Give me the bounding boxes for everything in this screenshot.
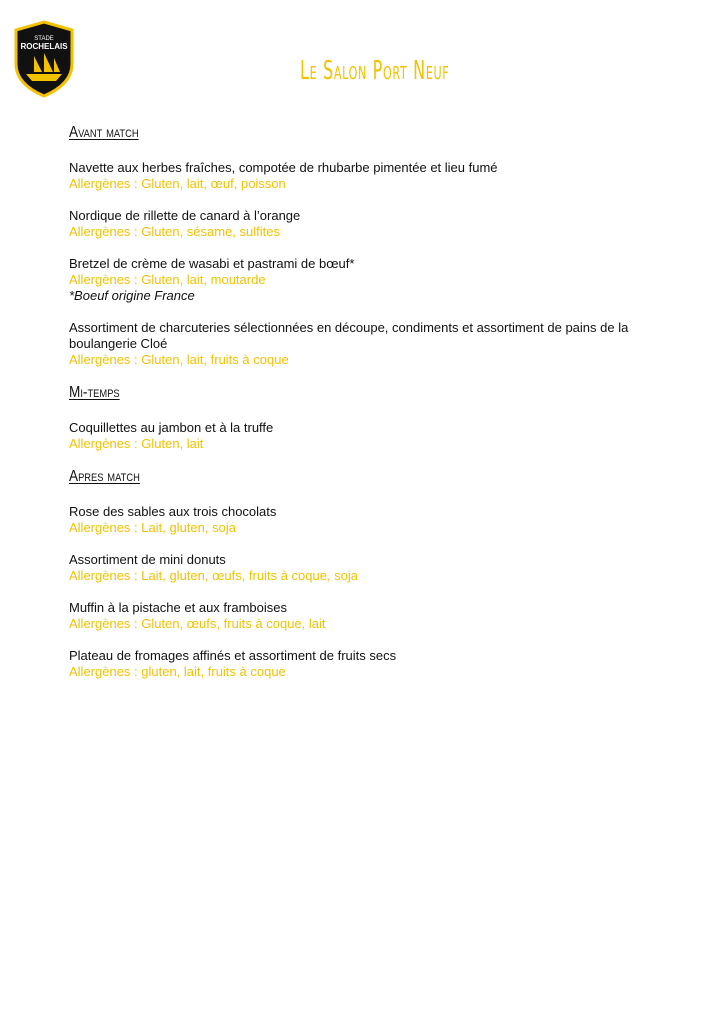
- shield-icon: [12, 20, 76, 98]
- menu-item: [69, 160, 669, 192]
- dish-name: Assortiment de charcuteries sélectionnées en découpe, condiments et assortiment de pains de la boulangerie Cloé: [69, 320, 629, 351]
- menu-item: [69, 504, 669, 536]
- dish-allergens: Allergènes : Lait, gluten, soja: [69, 520, 236, 535]
- dish-name: Coquillettes au jambon et à la truffe: [69, 420, 274, 435]
- logo-text-line2: ROCHELAIS: [20, 42, 68, 51]
- logo-text-line1: STADE: [34, 36, 54, 42]
- menu-item: [69, 208, 669, 240]
- menu-item: [69, 320, 669, 368]
- stade-rochelais-logo: [12, 20, 76, 98]
- section-title: Mi-temps: [69, 384, 120, 401]
- menu-item: [69, 552, 669, 584]
- section-title: Apres match: [69, 468, 140, 485]
- dish-note: *Boeuf origine France: [69, 288, 195, 303]
- dish-name: Plateau de fromages affinés et assortiment de fruits secs: [69, 648, 397, 663]
- dish-name: Muffin à la pistache et aux framboises: [69, 600, 287, 615]
- menu-content: [69, 124, 669, 696]
- dish-allergens: Allergènes : Gluten, lait, moutarde: [69, 272, 266, 287]
- dish-name: Bretzel de crème de wasabi et pastrami de bœuf*: [69, 256, 355, 271]
- menu-section: [69, 124, 669, 368]
- dish-name: Navette aux herbes fraîches, compotée de rhubarbe pimentée et lieu fumé: [69, 160, 498, 175]
- dish-name: Assortiment de mini donuts: [69, 552, 226, 567]
- section-title: Avant match: [69, 124, 139, 141]
- menu-item: [69, 256, 669, 304]
- dish-allergens: Allergènes : Gluten, lait, fruits à coque: [69, 352, 289, 367]
- dish-allergens: Allergènes : Gluten, lait, œuf, poisson: [69, 176, 286, 191]
- dish-allergens: Allergènes : Gluten, lait: [69, 436, 204, 451]
- page-title: Le Salon Port Neuf: [300, 56, 450, 86]
- menu-section: [69, 468, 669, 680]
- dish-allergens: Allergènes : Gluten, sésame, sulfites: [69, 224, 280, 239]
- menu-item: [69, 648, 669, 680]
- menu-section: [69, 384, 669, 452]
- dish-name: Rose des sables aux trois chocolats: [69, 504, 277, 519]
- dish-name: Nordique de rillette de canard à l’orange: [69, 208, 301, 223]
- dish-allergens: Allergènes : Gluten, œufs, fruits à coque, lait: [69, 616, 326, 631]
- dish-allergens: Allergènes : Lait, gluten, œufs, fruits à coque, soja: [69, 568, 359, 583]
- menu-item: [69, 420, 669, 452]
- dish-allergens: Allergènes : gluten, lait, fruits à coque: [69, 664, 286, 679]
- menu-item: [69, 600, 669, 632]
